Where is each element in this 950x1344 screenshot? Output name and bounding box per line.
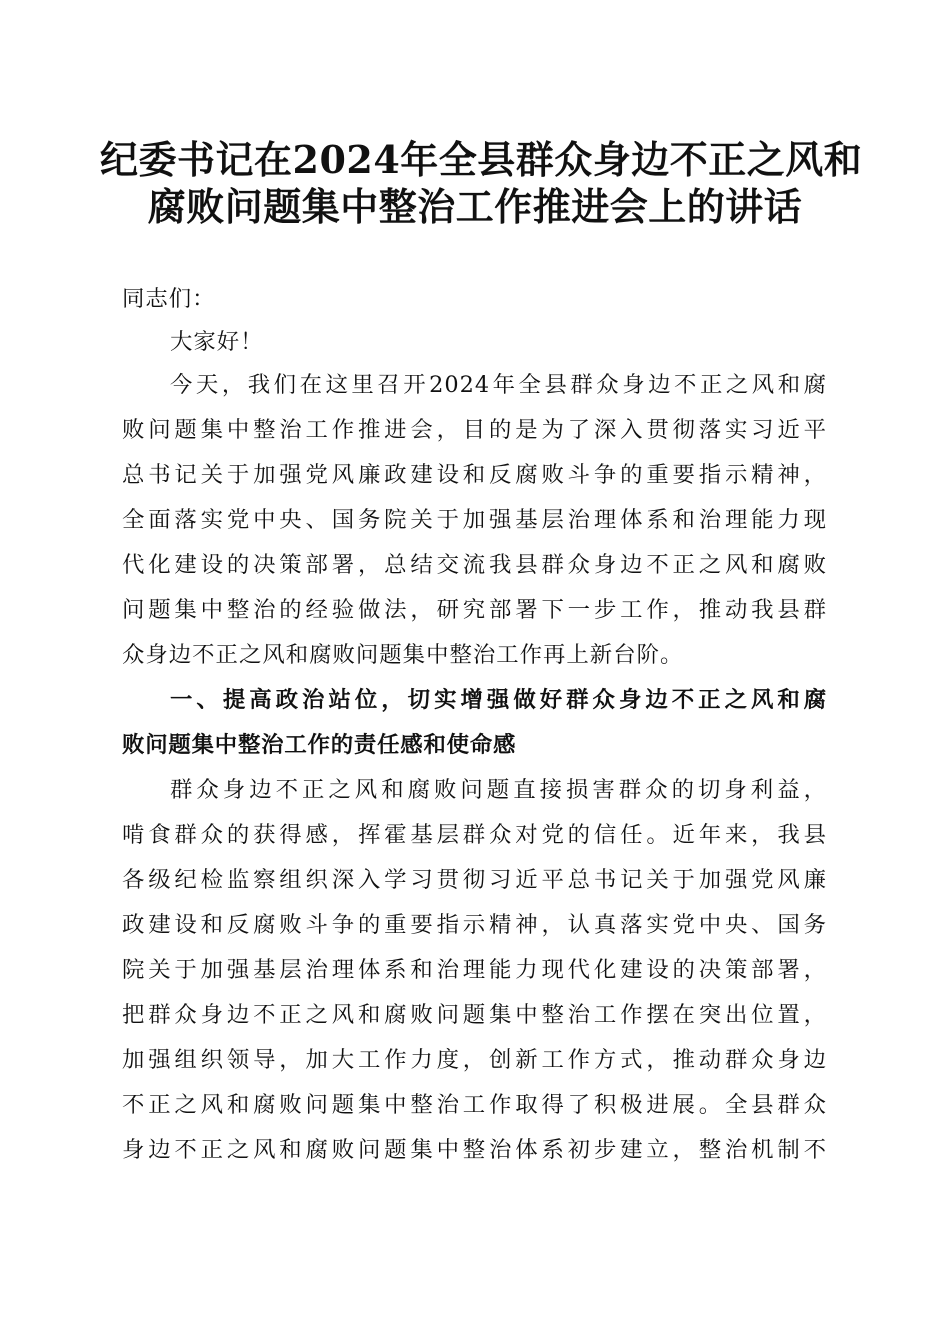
document-title-line-2: 腐败问题集中整治工作推进会上的讲话 [147, 184, 803, 229]
paragraph-2-line: 身边不正之风和腐败问题集中整治体系初步建立，整治机制不 [122, 1137, 827, 1163]
section-heading-line: 一、提高政治站位，切实增强做好群众身边不正之风和腐 [170, 687, 827, 713]
paragraph-1-line: 问题集中整治的经验做法，研究部署下一步工作，推动我县群 [122, 597, 827, 623]
paragraph-2-line: 群众身边不正之风和腐败问题直接损害群众的切身利益， [170, 777, 827, 803]
paragraph-2-line: 各级纪检监察组织深入学习贯彻习近平总书记关于加强党风廉 [122, 867, 827, 893]
paragraph-2-line: 加强组织领导，加大工作力度，创新工作方式，推动群众身边 [122, 1047, 827, 1073]
paragraph-1-line: 全面落实党中央、国务院关于加强基层治理体系和治理能力现 [122, 507, 827, 533]
greeting: 大家好！ [170, 329, 264, 355]
paragraph-1-line: 众身边不正之风和腐败问题集中整治工作再上新台阶。 [122, 642, 684, 668]
paragraph-1-line: 代化建设的决策部署，总结交流我县群众身边不正之风和腐败 [122, 552, 827, 578]
paragraph-2-line: 啃食群众的获得感，挥霍基层群众对党的信任。近年来，我县 [122, 822, 827, 848]
paragraph-2-line: 不正之风和腐败问题集中整治工作取得了积极进展。全县群众 [122, 1092, 827, 1118]
document-title-line-1: 纪委书记在2024年全县群众身边不正之风和 [100, 137, 863, 182]
section-heading-line: 败问题集中整治工作的责任感和使命感 [122, 732, 517, 758]
paragraph-2-line: 把群众身边不正之风和腐败问题集中整治工作摆在突出位置， [122, 1002, 827, 1028]
paragraph-1-line: 败问题集中整治工作推进会，目的是为了深入贯彻落实习近平 [122, 417, 827, 443]
salutation: 同志们： [122, 286, 216, 312]
paragraph-2-line: 院关于加强基层治理体系和治理能力现代化建设的决策部署， [122, 957, 827, 983]
paragraph-1-line: 总书记关于加强党风廉政建设和反腐败斗争的重要指示精神， [122, 462, 827, 488]
paragraph-1-line: 今天，我们在这里召开2024年全县群众身边不正之风和腐 [170, 372, 827, 398]
paragraph-2-line: 政建设和反腐败斗争的重要指示精神，认真落实党中央、国务 [122, 912, 827, 938]
